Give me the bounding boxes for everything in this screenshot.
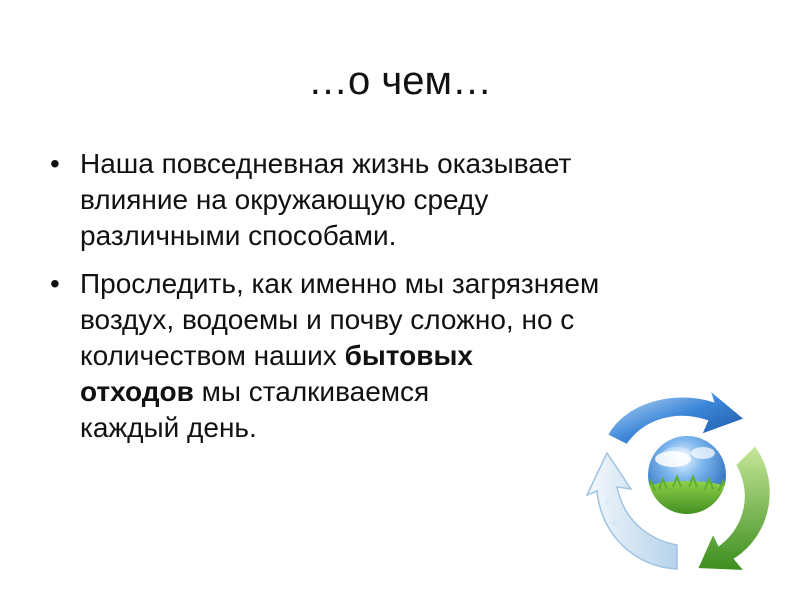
bullet-line-plain: количеством наших [80,340,345,371]
slide-title: …о чем… [308,59,492,103]
globe [645,435,731,523]
emphasis-text: отходов [80,376,194,407]
bullet-line: Проследить, как именно мы загрязняем [80,268,600,299]
recycle-globe-icon [585,383,785,578]
bullet-line: воздух, водоемы и почву сложно, но с [80,304,575,335]
bullet-line: Наша повседневная жизнь оказывает [80,148,572,179]
bullet-text [80,146,730,254]
emphasis-text: бытовых [344,340,473,371]
bullet-item [50,146,730,254]
bullet-line: различными способами. [80,220,397,251]
bullet-line: влияние на окружающую среду [80,184,489,215]
bullet-marker: • [50,148,60,179]
bullet-line: каждый день. [80,412,257,443]
bullet-line-plain: мы сталкиваемся [193,376,430,407]
bullet-marker: • [50,268,60,299]
bullet-line [80,338,730,374]
